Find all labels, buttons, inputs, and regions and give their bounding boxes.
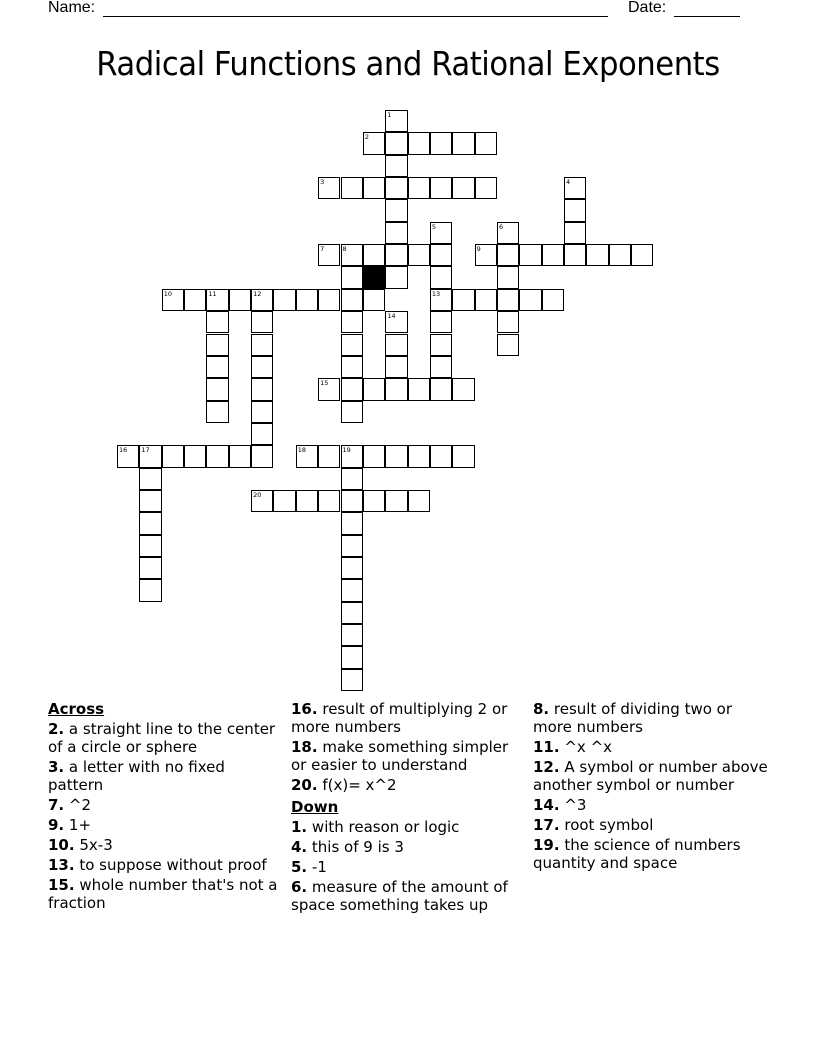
grid-cell[interactable] [497, 334, 519, 356]
grid-cell[interactable] [251, 356, 273, 378]
clue-text: -1 [311, 858, 327, 876]
name-label: Name: [48, 0, 96, 16]
grid-cell[interactable] [318, 177, 340, 199]
grid-cell[interactable] [206, 401, 228, 423]
clue-number: 9. [48, 816, 65, 834]
clue-text: result of multiplying 2 or more numbers [291, 700, 508, 736]
clue-text: a letter with no fixed pattern [48, 758, 225, 794]
grid-cell[interactable] [385, 110, 407, 132]
clue-number: 14. [533, 796, 560, 814]
clue-number: 15. [48, 876, 75, 894]
grid-cell[interactable] [341, 579, 363, 601]
grid-cell[interactable] [542, 289, 564, 311]
grid-cell[interactable] [452, 289, 474, 311]
clue-across-15 [48, 876, 278, 912]
grid-cell[interactable] [385, 490, 407, 512]
grid-cell[interactable] [385, 177, 407, 199]
clue-down-14 [533, 796, 773, 814]
clue-text: f(x)= x^2 [322, 776, 397, 794]
black-cell [363, 266, 385, 288]
grid-cell[interactable] [385, 266, 407, 288]
grid-cell[interactable] [251, 401, 273, 423]
grid-cell[interactable] [430, 244, 452, 266]
clue-text: ^x ^x [564, 738, 613, 756]
grid-cell[interactable] [251, 423, 273, 445]
clue-text: ^2 [68, 796, 92, 814]
grid-cell[interactable] [206, 334, 228, 356]
grid-cell[interactable] [586, 244, 608, 266]
grid-cell[interactable] [296, 289, 318, 311]
grid-cell[interactable] [341, 557, 363, 579]
grid-cell[interactable] [184, 445, 206, 467]
clue-across-18 [291, 738, 526, 774]
grid-cell[interactable] [341, 468, 363, 490]
grid-cell[interactable] [341, 356, 363, 378]
clue-text: this of 9 is 3 [311, 838, 404, 856]
clue-number: 19. [533, 836, 560, 854]
grid-cell[interactable] [408, 490, 430, 512]
clue-number: 7. [48, 796, 65, 814]
cell-number: 13 [431, 289, 441, 298]
clue-number: 10. [48, 836, 75, 854]
grid-cell[interactable] [430, 222, 452, 244]
grid-cell[interactable] [341, 669, 363, 691]
clue-text: to suppose without proof [79, 856, 267, 874]
grid-cell[interactable] [318, 378, 340, 400]
grid-cell[interactable] [206, 356, 228, 378]
clue-down-11 [533, 738, 773, 756]
clue-text: result of dividing two or more numbers [533, 700, 733, 736]
grid-cell[interactable] [430, 311, 452, 333]
clue-number: 12. [533, 758, 560, 776]
grid-cell[interactable] [139, 557, 161, 579]
clue-text: make something simpler or easier to understand [291, 738, 509, 774]
clue-number: 13. [48, 856, 75, 874]
cell-number: 15 [320, 379, 329, 388]
cell-number: 16 [119, 446, 128, 455]
grid-cell[interactable] [206, 378, 228, 400]
grid-cell[interactable] [296, 490, 318, 512]
cell-number: 20 [253, 490, 262, 499]
clue-text: the science of numbers quantity and space [533, 836, 741, 872]
grid-cell[interactable] [273, 289, 295, 311]
clue-text: whole number that's not a fraction [48, 876, 278, 912]
cell-number: 14 [387, 312, 396, 321]
cell-number: 12 [253, 289, 262, 298]
grid-cell[interactable] [363, 177, 385, 199]
down-heading: Down [291, 798, 339, 816]
grid-cell[interactable] [430, 356, 452, 378]
clue-across-16 [291, 700, 526, 736]
grid-cell[interactable] [609, 244, 631, 266]
clue-text: 1+ [68, 816, 92, 834]
clue-number: 3. [48, 758, 65, 776]
grid-cell[interactable] [251, 311, 273, 333]
cell-number: 8 [342, 245, 347, 254]
grid-cell[interactable] [385, 445, 407, 467]
grid-cell[interactable] [430, 177, 452, 199]
grid-cell[interactable] [497, 244, 519, 266]
grid-cell[interactable] [341, 535, 363, 557]
cell-number: 2 [364, 133, 369, 142]
grid-cell[interactable] [452, 445, 474, 467]
grid-cell[interactable] [363, 490, 385, 512]
cell-number: 9 [476, 245, 481, 254]
grid-cell[interactable] [385, 244, 407, 266]
grid-cell[interactable] [408, 378, 430, 400]
cell-number: 17 [141, 446, 150, 455]
grid-cell[interactable] [341, 624, 363, 646]
cell-number: 5 [431, 222, 437, 231]
clue-across-20 [291, 776, 526, 794]
grid-cell[interactable] [519, 289, 541, 311]
grid-cell[interactable] [341, 378, 363, 400]
grid-cell[interactable] [139, 512, 161, 534]
grid-cell[interactable] [341, 334, 363, 356]
grid-cell[interactable] [430, 378, 452, 400]
grid-cell[interactable] [452, 132, 474, 154]
grid-cell[interactable] [184, 289, 206, 311]
grid-cell[interactable] [341, 445, 363, 467]
grid-cell[interactable] [385, 222, 407, 244]
grid-cell[interactable] [497, 266, 519, 288]
grid-cell[interactable] [430, 132, 452, 154]
grid-cell[interactable] [475, 177, 497, 199]
grid-cell[interactable] [430, 445, 452, 467]
clue-number: 5. [291, 858, 308, 876]
cell-number: 3 [320, 178, 325, 187]
clue-across-2 [48, 720, 278, 756]
grid-cell[interactable] [475, 244, 497, 266]
grid-cell[interactable] [430, 334, 452, 356]
clue-number: 1. [291, 818, 308, 836]
grid-cell[interactable] [564, 199, 586, 221]
grid-cell[interactable] [341, 266, 363, 288]
grid-cell[interactable] [452, 378, 474, 400]
cell-number: 10 [163, 289, 172, 298]
grid-cell[interactable] [296, 445, 318, 467]
clue-number: 17. [533, 816, 560, 834]
grid-cell[interactable] [341, 311, 363, 333]
cell-number: 6 [498, 222, 504, 231]
grid-cell[interactable] [139, 490, 161, 512]
grid-cell[interactable] [363, 378, 385, 400]
grid-cell[interactable] [363, 132, 385, 154]
clue-number: 18. [291, 738, 318, 756]
grid-cell[interactable] [363, 244, 385, 266]
cell-number: 1 [387, 111, 392, 119]
page-title: Radical Functions and Rational Exponents [96, 44, 720, 83]
grid-cell[interactable] [162, 445, 184, 467]
cell-number: 11 [208, 289, 217, 298]
clue-down-6 [291, 878, 526, 914]
clue-down-17 [533, 816, 773, 834]
grid-cell[interactable] [139, 445, 161, 467]
grid-cell[interactable] [385, 199, 407, 221]
grid-cell[interactable] [497, 311, 519, 333]
grid-cell[interactable] [475, 132, 497, 154]
grid-cell[interactable] [564, 177, 586, 199]
clue-across-10 [48, 836, 278, 854]
grid-cell[interactable] [162, 289, 184, 311]
cell-number: 7 [320, 245, 325, 254]
grid-cell[interactable] [251, 334, 273, 356]
grid-cell[interactable] [497, 289, 519, 311]
date-label: Date: [628, 0, 667, 16]
grid-cell[interactable] [408, 132, 430, 154]
grid-cell[interactable] [341, 289, 363, 311]
grid-cell[interactable] [251, 445, 273, 467]
grid-cell[interactable] [341, 646, 363, 668]
clue-number: 4. [291, 838, 308, 856]
clue-across-13 [48, 856, 278, 874]
grid-cell[interactable] [318, 244, 340, 266]
grid-cell[interactable] [363, 445, 385, 467]
clue-down-1 [291, 818, 526, 836]
grid-cell[interactable] [385, 378, 407, 400]
grid-cell[interactable] [139, 579, 161, 601]
clue-number: 8. [533, 700, 550, 718]
grid-cell[interactable] [206, 445, 228, 467]
grid-cell[interactable] [139, 468, 161, 490]
clue-text: 5x-3 [79, 836, 113, 854]
grid-cell[interactable] [408, 177, 430, 199]
clue-text: measure of the amount of space something takes up [291, 878, 508, 914]
clue-number: 6. [291, 878, 308, 896]
grid-cell[interactable] [475, 289, 497, 311]
grid-cell[interactable] [385, 132, 407, 154]
clue-text: ^3 [564, 796, 587, 814]
clue-down-5 [291, 858, 526, 876]
grid-cell[interactable] [318, 490, 340, 512]
clues-column-1 [48, 700, 278, 914]
grid-cell[interactable] [408, 244, 430, 266]
grid-cell[interactable] [452, 177, 474, 199]
grid-cell[interactable] [251, 378, 273, 400]
clue-number: 16. [291, 700, 318, 718]
grid-cell[interactable] [497, 222, 519, 244]
clues-column-3 [533, 700, 773, 874]
cell-number: 18 [297, 446, 307, 455]
grid-cell[interactable] [385, 334, 407, 356]
clue-across-9 [48, 816, 278, 834]
grid-cell[interactable] [251, 289, 273, 311]
grid-cell[interactable] [341, 401, 363, 423]
grid-cell[interactable] [519, 244, 541, 266]
grid-cell[interactable] [117, 445, 139, 467]
grid-cell[interactable] [430, 266, 452, 288]
clue-text: with reason or logic [311, 818, 460, 836]
grid-cell[interactable] [273, 490, 295, 512]
grid-cell[interactable] [206, 311, 228, 333]
cell-number: 4 [566, 178, 571, 187]
grid-cell[interactable] [564, 222, 586, 244]
grid-cell[interactable] [341, 490, 363, 512]
clue-text: A symbol or number above another symbol or number [533, 758, 768, 794]
clue-number: 20. [291, 776, 318, 794]
clues-column-2 [291, 700, 526, 916]
grid-cell[interactable] [385, 311, 407, 333]
grid-cell[interactable] [318, 445, 340, 467]
grid-cell[interactable] [542, 244, 564, 266]
clue-text: root symbol [564, 816, 654, 834]
grid-cell[interactable] [363, 289, 385, 311]
grid-cell[interactable] [341, 177, 363, 199]
clue-down-8 [533, 700, 773, 736]
clue-text: a straight line to the center of a circle or sphere [48, 720, 276, 756]
grid-cell[interactable] [318, 289, 340, 311]
clue-number: 2. [48, 720, 65, 738]
grid-cell[interactable] [139, 535, 161, 557]
grid-cell[interactable] [408, 445, 430, 467]
grid-cell[interactable] [385, 356, 407, 378]
cell-number: 19 [342, 446, 351, 455]
grid-cell[interactable] [341, 244, 363, 266]
grid-cell[interactable] [229, 289, 251, 311]
clue-down-19 [533, 836, 773, 872]
across-heading: Across [48, 700, 105, 718]
grid-cell[interactable] [341, 512, 363, 534]
clue-number: 11. [533, 738, 560, 756]
grid-cell[interactable] [631, 244, 653, 266]
clue-down-12 [533, 758, 773, 794]
grid-cell[interactable] [385, 155, 407, 177]
clue-down-4 [291, 838, 526, 856]
clue-across-3 [48, 758, 278, 794]
clue-across-7 [48, 796, 278, 814]
grid-cell[interactable] [229, 445, 251, 467]
grid-cell[interactable] [251, 490, 273, 512]
grid-cell[interactable] [206, 289, 228, 311]
grid-cell[interactable] [564, 244, 586, 266]
grid-cell[interactable] [430, 289, 452, 311]
grid-cell[interactable] [341, 602, 363, 624]
